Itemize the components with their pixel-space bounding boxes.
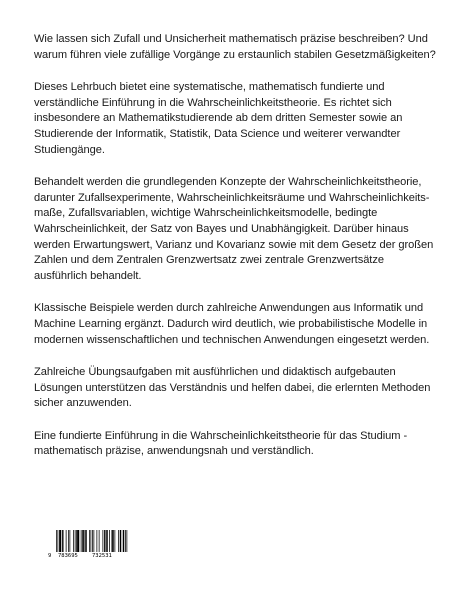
barcode-bar — [63, 530, 64, 552]
barcode-bar — [76, 530, 77, 552]
blurb-line: warum führen viele zufällige Vorgänge zu erstaunlich stabilen Gesetzmäßigkeiten? — [34, 48, 436, 61]
barcode-bar — [83, 530, 84, 552]
blurb-line: mathematisch präzise, anwendungsnah und verständlich. — [34, 445, 314, 458]
barcode-bar — [112, 530, 113, 552]
blurb-line: modernen wissenschaftlichen und technischen Anwendungen eingesetzt werden. — [34, 333, 430, 346]
barcode-bar — [103, 530, 104, 552]
barcode-bar — [78, 530, 79, 552]
barcode-bar — [115, 530, 116, 552]
blurb-line: Machine Learning ergänzt. Dadurch wird deutlich, wie probabilistische Modelle in — [34, 317, 428, 330]
blurb-line: Wie lassen sich Zufall und Unsicherheit mathematisch präzise beschreiben? Und — [34, 33, 428, 45]
barcode-bar — [77, 530, 78, 552]
barcode-bar — [94, 530, 95, 552]
barcode-bar — [73, 530, 74, 552]
barcode-digits-right: 732531 — [92, 553, 112, 559]
blurb-line: Eine fundierte Einführung in die Wahrscheinlichkeitstheorie für das Studium - — [34, 429, 408, 442]
blurb-line: werden Erwartungswert, Varianz und Kovarianz sowie mit dem Gesetz der großen — [34, 238, 434, 251]
blurb-line: Zahlen und dem Zentralen Grenzwertsatz zwei zentrale Grenzwertsätze — [34, 254, 384, 267]
barcode-bar — [59, 530, 60, 552]
barcode-bar — [89, 530, 90, 552]
barcode-bar — [104, 530, 105, 552]
barcode-bar — [79, 530, 80, 552]
barcode-bar — [112, 530, 113, 552]
barcode-bar — [120, 530, 121, 552]
barcode-bar — [113, 530, 114, 552]
isbn-barcode — [48, 530, 128, 560]
barcode-bar — [106, 530, 107, 552]
blurb-line: Lösungen unterstützen das Verständnis und helfen dabei, die erlernten Methoden — [34, 381, 431, 394]
barcode-bar — [84, 530, 85, 552]
blurb-line: sicher anzuwenden. — [34, 397, 132, 410]
barcode-bar — [68, 530, 69, 552]
barcode-bar — [85, 530, 86, 552]
barcode-bar — [60, 530, 61, 552]
blurb-paragraph-3 — [34, 175, 438, 284]
barcode-bar — [107, 530, 108, 552]
barcode-digits-left: 783695 — [58, 553, 78, 559]
barcode-bar — [62, 530, 63, 552]
barcode-bar — [123, 530, 124, 552]
barcode-bar — [109, 530, 110, 552]
barcode-bar — [124, 530, 125, 552]
blurb-line: darunter Zufallsexperimente, Wahrscheinlichkeitsräume und Wahrscheinlichkeits- — [34, 191, 430, 204]
barcode-bar — [75, 530, 76, 552]
barcode-bar — [81, 530, 82, 552]
barcode-digits — [48, 552, 128, 560]
blurb-line: Behandelt werden die grundlegenden Konzepte der Wahrscheinlichkeitstheorie, — [34, 176, 422, 189]
blurb-line: maße, Zufallsvariablen, wichtige Wahrscheinlichkeitsmodelle, bedingte — [34, 207, 378, 220]
blurb-line: Wahrscheinlichkeit, der Satz von Bayes und Unabhängigkeit. Darüber hinaus — [34, 222, 409, 235]
barcode-bar — [97, 530, 98, 552]
blurb-line: Studiengänge. — [34, 143, 105, 156]
blurb-line: verständliche Einführung in die Wahrscheinlichkeitstheorie. Es richtet sich — [34, 96, 392, 109]
blurb-paragraph-4 — [34, 301, 438, 348]
barcode-bar — [66, 530, 67, 552]
barcode-bar — [105, 530, 106, 552]
barcode-bar — [70, 530, 71, 552]
blurb-paragraph-5 — [34, 365, 438, 412]
barcode-bar — [61, 530, 62, 552]
blurb-line: Klassische Beispiele werden durch zahlreiche Anwendungen aus Informatik und — [34, 302, 424, 315]
blurb-paragraph-6 — [34, 429, 438, 460]
barcode-bar — [86, 530, 87, 552]
barcode-digit-lead: 9 — [48, 553, 52, 559]
barcode-bar — [82, 530, 83, 552]
blurb-paragraph-2 — [34, 80, 438, 158]
barcode-bar — [121, 530, 122, 552]
barcode-bar — [118, 530, 119, 552]
blurb-text — [34, 32, 438, 477]
blurb-line: Dieses Lehrbuch bietet eine systematische, mathematisch fundierte und — [34, 81, 385, 94]
blurb-line: ausführlich behandelt. — [34, 269, 142, 282]
blurb-paragraph-1 — [34, 32, 438, 63]
blurb-line: Studierende der Informatik, Statistik, Data Science und weiterer verwandter — [34, 127, 401, 140]
barcode-bar — [99, 530, 100, 552]
blurb-line: insbesondere an Mathematikstudierende ab dem dritten Semester sowie an — [34, 112, 403, 125]
blurb-line: Zahlreiche Übungsaufgaben mit ausführlichen und didaktisch aufgebauten — [34, 366, 396, 379]
